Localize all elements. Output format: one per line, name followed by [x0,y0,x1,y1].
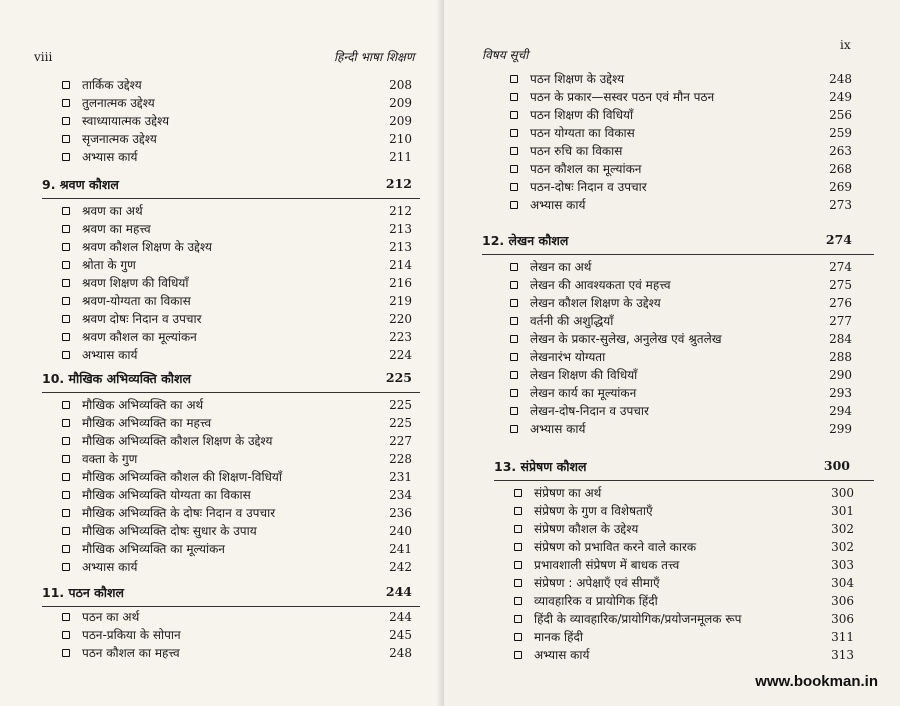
toc-item-title: पठन कौशल का मूल्यांकन [530,162,642,176]
toc-item-title: अभ्यास कार्य [530,422,586,436]
toc-item [62,626,422,644]
toc-item-page: 288 [829,350,852,364]
toc-item-title: हिंदी के व्यावहारिक/प्रायोगिक/प्रयोजनमूलक रूप [534,612,742,626]
section-title: 9. श्रवण कौशल [42,177,119,192]
toc-item-page: 227 [389,434,412,448]
toc-item [510,88,876,106]
toc-item-title: श्रवण दोषः निदान व उपचार [82,312,202,326]
checkbox-bullet-icon [510,111,518,119]
checkbox-bullet-icon [62,333,70,341]
section-page: 225 [385,370,412,385]
toc-item-page: 208 [389,78,412,92]
toc-item-title: संप्रेषण के गुण व विशेषताएँ [534,504,653,518]
toc-item [510,178,876,196]
toc-item [62,76,422,94]
toc-item-title: लेखन शिक्षण की विधियाँ [530,368,638,382]
toc-item [514,520,876,538]
toc-item [62,558,422,576]
checkbox-bullet-icon [62,613,70,621]
toc-item [510,402,876,420]
left-top-list [62,76,422,166]
toc-item-page: 244 [389,610,412,624]
toc-item-page: 211 [389,150,412,164]
checkbox-bullet-icon [62,243,70,251]
checkbox-bullet-icon [514,489,522,497]
toc-item-page: 302 [831,540,854,554]
toc-item [62,486,422,504]
toc-item-page: 256 [829,108,852,122]
toc-item-title: पठन योग्यता का विकास [530,126,635,140]
checkbox-bullet-icon [514,651,522,659]
section-divider [42,392,420,393]
toc-item-title: सृजनात्मक उद्देश्य [82,132,157,146]
toc-item-page: 209 [389,114,412,128]
toc-item-page: 300 [831,486,854,500]
toc-item-page: 249 [829,90,852,104]
toc-item-title: संप्रेषण को प्रभावित करने वाले कारक [534,540,697,554]
toc-item-title: मौखिक अभिव्यक्ति योग्यता का विकास [82,488,251,502]
toc-item-title: पठन-प्रकिया के सोपान [82,628,181,642]
section-page: 212 [385,176,412,191]
toc-item-page: 225 [389,398,412,412]
watermark: www.bookman.in [755,673,878,690]
toc-item-title: पठन शिक्षण के उद्देश्य [530,72,625,86]
toc-item [62,202,422,220]
toc-item-title: प्रभावशाली संप्रेषण में बाधक तत्त्व [534,558,680,572]
toc-item-title: लेखन कौशल शिक्षण के उद्देश्य [530,296,661,310]
toc-item-page: 228 [389,452,412,466]
toc-item [62,414,422,432]
toc-item-page: 216 [389,276,412,290]
section-page: 274 [825,232,852,247]
toc-item-title: श्रवण शिक्षण की विधियाँ [82,276,189,290]
toc-item-title: पठन शिक्षण की विधियाँ [530,108,634,122]
toc-item [62,292,422,310]
toc-item-page: 276 [829,296,852,310]
toc-item [62,328,422,346]
right-page [444,0,900,706]
toc-item-title: पठन का अर्थ [82,610,140,624]
toc-item [510,106,876,124]
toc-item [62,346,422,364]
toc-item [62,432,422,450]
section-11-items [62,608,422,662]
toc-item [62,130,422,148]
toc-item-title: लेखन-दोष-निदान व उपचार [530,404,649,418]
checkbox-bullet-icon [510,183,518,191]
toc-item-page: 277 [829,314,852,328]
toc-item-title: मौखिक अभिव्यक्ति कौशल की शिक्षण-विधियाँ [82,470,282,484]
toc-item-title: पठन रुचि का विकास [530,144,623,158]
toc-item-title: लेखन कार्य का मूल्यांकन [530,386,637,400]
toc-item-page: 293 [829,386,852,400]
toc-item [62,644,422,662]
left-running-head: हिन्दी भाषा शिक्षण [334,50,415,64]
checkbox-bullet-icon [510,389,518,397]
toc-item-page: 236 [389,506,412,520]
checkbox-bullet-icon [62,473,70,481]
section-13-items [514,484,876,664]
checkbox-bullet-icon [514,543,522,551]
toc-item-page: 248 [389,646,412,660]
checkbox-bullet-icon [510,371,518,379]
toc-item-title: लेखन के प्रकार-सुलेख, अनुलेख एवं श्रुतलेख [530,332,722,346]
checkbox-bullet-icon [62,315,70,323]
toc-item-page: 269 [829,180,852,194]
toc-item-page: 225 [389,416,412,430]
toc-item [510,142,876,160]
checkbox-bullet-icon [62,207,70,215]
checkbox-bullet-icon [62,351,70,359]
toc-item-page: 214 [389,258,412,272]
checkbox-bullet-icon [62,225,70,233]
toc-item-page: 213 [389,240,412,254]
toc-item-title: श्रवण कौशल का मूल्यांकन [82,330,197,344]
toc-item-title: व्यावहारिक व प्रायोगिक हिंदी [534,594,658,608]
checkbox-bullet-icon [514,561,522,569]
toc-item-title: श्रवण कौशल शिक्षण के उद्देश्य [82,240,212,254]
checkbox-bullet-icon [514,525,522,533]
checkbox-bullet-icon [62,297,70,305]
toc-item-page: 294 [829,404,852,418]
toc-item-page: 301 [831,504,854,518]
toc-item [62,274,422,292]
toc-item-page: 306 [831,594,854,608]
toc-item-title: वक्ता के गुण [82,452,138,466]
toc-item-title: मौखिक अभिव्यक्ति कौशल शिक्षण के उद्देश्य [82,434,273,448]
checkbox-bullet-icon [510,147,518,155]
toc-item [514,574,876,592]
toc-item [510,384,876,402]
section-divider [42,198,420,199]
section-title: 11. पठन कौशल [42,585,124,600]
checkbox-bullet-icon [62,563,70,571]
section-10-items [62,396,422,576]
checkbox-bullet-icon [62,631,70,639]
left-page [0,0,444,706]
toc-section-11 [42,584,422,604]
right-folio: ix [840,38,851,52]
toc-item-title: मौखिक अभिव्यक्ति का अर्थ [82,398,204,412]
toc-item-page: 275 [829,278,852,292]
toc-item-page: 313 [831,648,854,662]
toc-item [514,646,876,664]
toc-item-page: 290 [829,368,852,382]
toc-item [514,592,876,610]
checkbox-bullet-icon [514,615,522,623]
checkbox-bullet-icon [62,509,70,517]
checkbox-bullet-icon [510,281,518,289]
toc-item-title: लेखनारंभ योग्यता [530,350,606,364]
toc-item [510,124,876,142]
toc-item [62,220,422,238]
checkbox-bullet-icon [62,261,70,269]
toc-item-title: लेखन का अर्थ [530,260,592,274]
toc-item [62,310,422,328]
toc-item-page: 219 [389,294,412,308]
checkbox-bullet-icon [62,545,70,553]
section-title: 10. मौखिक अभिव्यक्ति कौशल [42,371,191,386]
toc-item [510,258,876,276]
section-heading [42,584,422,604]
checkbox-bullet-icon [510,75,518,83]
toc-item [62,450,422,468]
toc-item [510,294,876,312]
checkbox-bullet-icon [62,153,70,161]
toc-item-title: अभ्यास कार्य [82,560,138,574]
toc-item-title: पठन के प्रकार—सस्वर पठन एवं मौन पठन [530,90,715,104]
toc-item [510,366,876,384]
section-divider [494,480,874,481]
toc-item-title: अभ्यास कार्य [82,150,138,164]
toc-item-page: 302 [831,522,854,536]
toc-item-title: संप्रेषण कौशल के उद्देश्य [534,522,639,536]
toc-item [510,160,876,178]
checkbox-bullet-icon [510,165,518,173]
section-12-items [510,258,876,438]
checkbox-bullet-icon [510,299,518,307]
checkbox-bullet-icon [510,129,518,137]
toc-item [510,196,876,214]
toc-item-title: मौखिक अभिव्यक्ति का मूल्यांकन [82,542,225,556]
toc-item-page: 241 [389,542,412,556]
checkbox-bullet-icon [62,135,70,143]
toc-item [514,556,876,574]
toc-section-10 [42,370,422,390]
toc-item [514,628,876,646]
toc-item-page: 274 [829,260,852,274]
checkbox-bullet-icon [510,407,518,415]
toc-item [510,276,876,294]
toc-item [514,502,876,520]
toc-item [62,504,422,522]
toc-item-page: 213 [389,222,412,236]
toc-item [510,330,876,348]
toc-item [514,538,876,556]
checkbox-bullet-icon [62,279,70,287]
toc-item [510,348,876,366]
toc-item-title: मानक हिंदी [534,630,583,644]
checkbox-bullet-icon [62,81,70,89]
toc-item [62,522,422,540]
toc-item-page: 263 [829,144,852,158]
toc-item [510,420,876,438]
toc-item-title: वर्तनी की अशुद्धियाँ [530,314,614,328]
toc-item-page: 209 [389,96,412,110]
toc-item [62,608,422,626]
checkbox-bullet-icon [514,507,522,515]
checkbox-bullet-icon [510,353,518,361]
toc-item-page: 248 [829,72,852,86]
toc-item-page: 306 [831,612,854,626]
toc-item [62,540,422,558]
toc-item-title: श्रोता के गुण [82,258,136,272]
checkbox-bullet-icon [62,437,70,445]
right-running-head: विषय सूची [482,48,529,62]
right-top-list [510,70,876,214]
toc-item-page: 284 [829,332,852,346]
toc-item-page: 223 [389,330,412,344]
checkbox-bullet-icon [62,491,70,499]
section-page: 244 [385,584,412,599]
toc-item-title: पठन-दोषः निदान व उपचार [530,180,647,194]
checkbox-bullet-icon [62,419,70,427]
checkbox-bullet-icon [62,455,70,463]
toc-item-title: संप्रेषण : अपेक्षाएँ एवं सीमाएँ [534,576,660,590]
toc-item [62,94,422,112]
section-heading [42,176,422,196]
section-divider [42,606,420,607]
checkbox-bullet-icon [510,201,518,209]
toc-item-title: श्रवण का अर्थ [82,204,143,218]
toc-item [62,148,422,166]
toc-item [510,70,876,88]
toc-section-9 [42,176,422,196]
section-heading [494,458,876,478]
section-title: 13. संप्रेषण कौशल [494,459,587,474]
checkbox-bullet-icon [510,335,518,343]
checkbox-bullet-icon [514,633,522,641]
section-heading [42,370,422,390]
toc-item-title: अभ्यास कार्य [534,648,590,662]
checkbox-bullet-icon [514,579,522,587]
toc-item-page: 234 [389,488,412,502]
toc-item [62,396,422,414]
toc-item-page: 242 [389,560,412,574]
toc-section-12 [482,232,876,252]
checkbox-bullet-icon [510,425,518,433]
section-title: 12. लेखन कौशल [482,233,569,248]
toc-item-title: तुलनात्मक उद्देश्य [82,96,155,110]
toc-item-title: पठन कौशल का महत्त्व [82,646,180,660]
toc-item-page: 240 [389,524,412,538]
checkbox-bullet-icon [62,649,70,657]
toc-item-title: मौखिक अभिव्यक्ति दोषः सुधार के उपाय [82,524,257,538]
checkbox-bullet-icon [510,93,518,101]
toc-item-title: अभ्यास कार्य [82,348,138,362]
toc-item-page: 273 [829,198,852,212]
toc-item [62,238,422,256]
toc-item-title: लेखन की आवश्यकता एवं महत्त्व [530,278,671,292]
toc-item-title: तार्किक उद्देश्य [82,78,142,92]
toc-section-13 [494,458,876,478]
toc-item-page: 304 [831,576,854,590]
checkbox-bullet-icon [510,317,518,325]
toc-item-title: मौखिक अभिव्यक्ति का महत्त्व [82,416,212,430]
toc-item-title: श्रवण का महत्त्व [82,222,151,236]
toc-item [510,312,876,330]
checkbox-bullet-icon [514,597,522,605]
section-divider [482,254,874,255]
toc-item [62,112,422,130]
checkbox-bullet-icon [62,401,70,409]
toc-item-title: स्वाध्यायात्मक उद्देश्य [82,114,170,128]
toc-item-title: मौखिक अभिव्यक्ति के दोषः निदान व उपचार [82,506,276,520]
toc-item-title: अभ्यास कार्य [530,198,586,212]
toc-item-title: संप्रेषण का अर्थ [534,486,602,500]
toc-item [62,256,422,274]
toc-item-page: 231 [389,470,412,484]
toc-item [514,484,876,502]
toc-item-page: 303 [831,558,854,572]
section-page: 300 [823,458,850,473]
toc-item-page: 259 [829,126,852,140]
toc-item [514,610,876,628]
toc-item-page: 311 [831,630,854,644]
toc-item-page: 210 [389,132,412,146]
checkbox-bullet-icon [510,263,518,271]
checkbox-bullet-icon [62,117,70,125]
section-heading [482,232,876,252]
toc-item-page: 212 [389,204,412,218]
toc-item-page: 224 [389,348,412,362]
toc-item [62,468,422,486]
toc-item-page: 299 [829,422,852,436]
toc-item-page: 245 [389,628,412,642]
left-folio: viii [34,50,53,64]
toc-item-page: 268 [829,162,852,176]
toc-item-page: 220 [389,312,412,326]
toc-item-title: श्रवण-योग्यता का विकास [82,294,191,308]
section-9-items [62,202,422,364]
checkbox-bullet-icon [62,527,70,535]
checkbox-bullet-icon [62,99,70,107]
